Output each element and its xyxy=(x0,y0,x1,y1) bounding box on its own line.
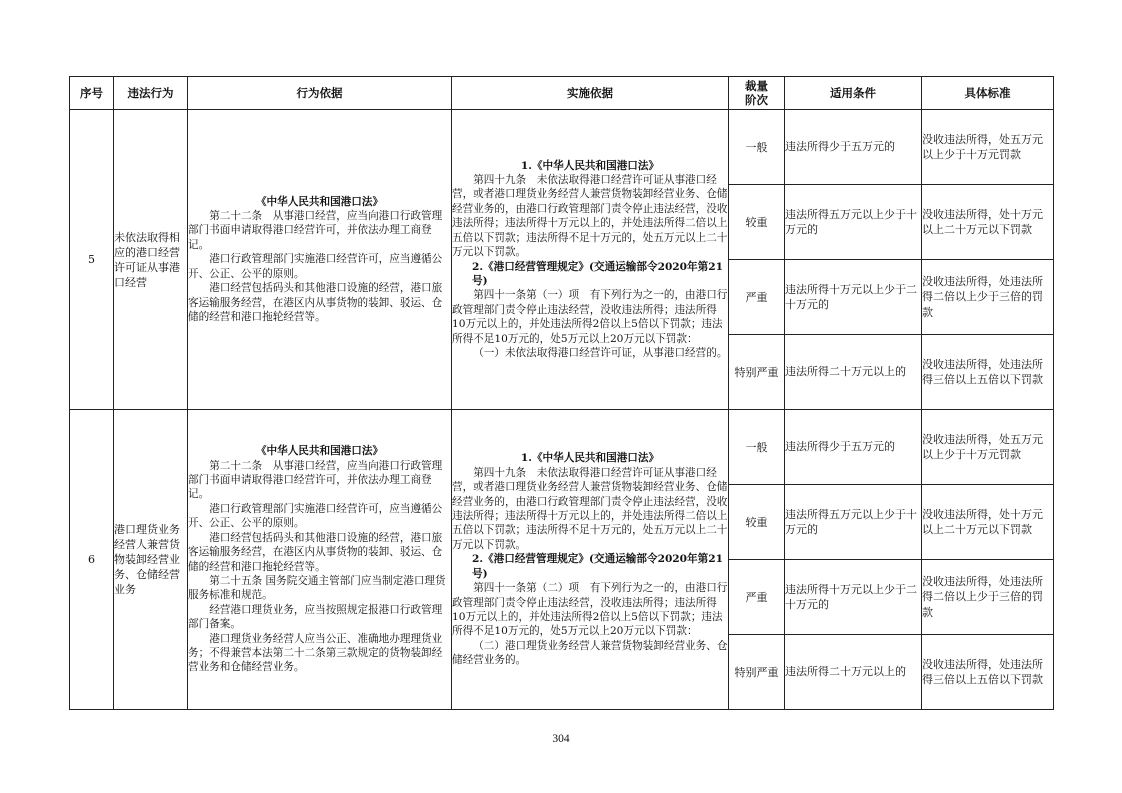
discretion-level: 严重 xyxy=(729,260,785,335)
applicable-condition: 违法所得十万元以上少于二十万元的 xyxy=(785,560,922,635)
clause-paragraph: （二）港口理货业务经营人兼营货物装卸经营业务、仓储经营业务的。 xyxy=(452,639,728,667)
header-row xyxy=(70,77,1054,110)
serial-number: 5 xyxy=(70,110,114,410)
applicable-condition: 违法所得少于五万元的 xyxy=(785,410,922,485)
law-title: 2.《港口经营管理规定》(交通运输部令2020年第21号) xyxy=(472,553,723,580)
clause-paragraph: 港口理货业务经营人应当公正、准确地办理理货业务；不得兼营本法第二十二条第三款规定的货物装卸经营业务和仓储经营业务。 xyxy=(188,632,443,674)
header-specific-standard: 具体标准 xyxy=(922,77,1054,110)
law-title: 《中华人民共和国港口法》 xyxy=(255,195,384,208)
discretion-level: 严重 xyxy=(729,560,785,635)
law-title: 1.《中华人民共和国港口法》 xyxy=(520,159,660,172)
implementation-basis-cell xyxy=(452,410,729,710)
specific-standard: 没收违法所得，处五万元以上少于十万元罚款 xyxy=(922,410,1054,485)
specific-standard: 没收违法所得，处五万元以上少于十万元罚款 xyxy=(922,110,1054,185)
clause-paragraph: 港口行政管理部门实施港口经营许可，应当遵循公开、公正、公平的原则。 xyxy=(188,253,443,280)
clause-paragraph: 第四十一条第（二）项 有下列行为之一的，由港口行政管理部门责令停止违法经营，没收违法所得；违法所得10万元以上的，并处违法所得2倍以上5倍以下罚款；违法所得不足10万元的，处5万元以上20万元以下罚款： xyxy=(452,582,728,638)
penalty-discretion-table xyxy=(69,76,1054,710)
header-serial: 序号 xyxy=(70,77,114,110)
applicable-condition: 违法所得二十万元以上的 xyxy=(785,635,922,710)
clause-paragraph: 港口经营包括码头和其他港口设施的经营，港口旅客运输服务经营，在港区内从事货物的装卸、驳运、仓储的经营和港口拖轮经营等。 xyxy=(188,282,443,323)
header-implementation-basis: 实施依据 xyxy=(452,77,729,110)
discretion-level: 一般 xyxy=(729,110,785,185)
clause-paragraph: 第四十九条 未依法取得港口经营许可证从事港口经营，或者港口理货业务经营人兼营货物装卸经营业务、仓储经营业务的，由港口行政管理部门责令停止违法经营，没收违法所得；违法所得十万元以上的，并处违法所得二倍以上五倍以下罚款；违法所得不足十万元的，处五万元以上二十万元以下罚款。 xyxy=(452,174,728,259)
discretion-level: 特别严重 xyxy=(729,335,785,410)
clause-paragraph: 第四十九条 未依法取得港口经营许可证从事港口经营，或者港口理货业务经营人兼营货物装卸经营业务、仓储经营业务的，由港口行政管理部门责令停止违法经营，没收违法所得；违法所得十万元以上的，并处违法所得二倍以上五倍以下罚款；违法所得不足十万元的，处五万元以上二十万元以下罚款。 xyxy=(452,466,728,551)
clause-paragraph: 港口行政管理部门实施港口经营许可，应当遵循公开、公正、公平的原则。 xyxy=(188,502,443,530)
applicable-condition: 违法所得二十万元以上的 xyxy=(785,335,922,410)
header-violation: 违法行为 xyxy=(114,77,188,110)
violation-description: 未依法取得相应的港口经营许可证从事港口经营 xyxy=(114,110,188,410)
clause-paragraph: 港口经营包括码头和其他港口设施的经营，港口旅客运输服务经营，在港区内从事货物的装卸、驳运、仓储的经营和港口拖轮经营等。 xyxy=(188,531,443,573)
specific-standard: 没收违法所得，处十万元以上二十万元以下罚款 xyxy=(922,185,1054,260)
law-title: 《中华人民共和国港口法》 xyxy=(255,445,384,458)
behavior-basis-cell xyxy=(188,410,452,710)
header-behavior-basis: 行为依据 xyxy=(188,77,452,110)
clause-paragraph: 经营港口理货业务，应当按照规定报港口行政管理部门备案。 xyxy=(188,603,443,631)
specific-standard: 没收违法所得，处违法所得三倍以上五倍以下罚款 xyxy=(922,335,1054,410)
serial-number: 6 xyxy=(70,410,114,710)
header-applicable-condition: 适用条件 xyxy=(785,77,922,110)
discretion-level: 较重 xyxy=(729,485,785,560)
header-discretion-level: 裁量 阶次 xyxy=(729,77,785,110)
violation-description: 港口理货业务经营人兼营货物装卸经营业务、仓储经营业务 xyxy=(114,410,188,710)
table-row xyxy=(70,410,1054,485)
behavior-basis-cell xyxy=(188,110,452,410)
law-title: 2.《港口经营管理规定》(交通运输部令2020年第21号) xyxy=(472,260,723,287)
clause-paragraph: 第二十五条 国务院交通主管部门应当制定港口理货服务标准和规范。 xyxy=(188,574,446,602)
clause-paragraph: 第二十二条 从事港口经营，应当向港口行政管理部门书面申请取得港口经营许可，并依法办理工商登记。 xyxy=(188,210,443,251)
applicable-condition: 违法所得十万元以上少于二十万元的 xyxy=(785,260,922,335)
applicable-condition: 违法所得五万元以上少于十万元的 xyxy=(785,485,922,560)
specific-standard: 没收违法所得，处十万元以上二十万元以下罚款 xyxy=(922,485,1054,560)
clause-paragraph: 第二十二条 从事港口经营，应当向港口行政管理部门书面申请取得港口经营许可，并依法办理工商登记。 xyxy=(188,459,443,501)
discretion-level: 一般 xyxy=(729,410,785,485)
applicable-condition: 违法所得五万元以上少于十万元的 xyxy=(785,185,922,260)
clause-paragraph: （一）未依法取得港口经营许可证，从事港口经营的。 xyxy=(473,346,728,359)
specific-standard: 没收违法所得，处违法所得二倍以上少于三倍的罚款 xyxy=(922,260,1054,335)
implementation-basis-cell xyxy=(452,110,729,410)
specific-standard: 没收违法所得，处违法所得二倍以上少于三倍的罚款 xyxy=(922,560,1054,635)
table-row xyxy=(70,110,1054,185)
applicable-condition: 违法所得少于五万元的 xyxy=(785,110,922,185)
page-number: 304 xyxy=(552,733,570,745)
discretion-level: 较重 xyxy=(729,185,785,260)
law-title: 1.《中华人民共和国港口法》 xyxy=(520,452,660,465)
specific-standard: 没收违法所得，处违法所得三倍以上五倍以下罚款 xyxy=(922,635,1054,710)
discretion-level: 特别严重 xyxy=(729,635,785,710)
clause-paragraph: 第四十一条第（一）项 有下列行为之一的，由港口行政管理部门责令停止违法经营，没收违法所得；违法所得10万元以上的，并处违法所得2倍以上5倍以下罚款；违法所得不足10万元的，处5万元以上20万元以下罚款： xyxy=(452,289,728,345)
